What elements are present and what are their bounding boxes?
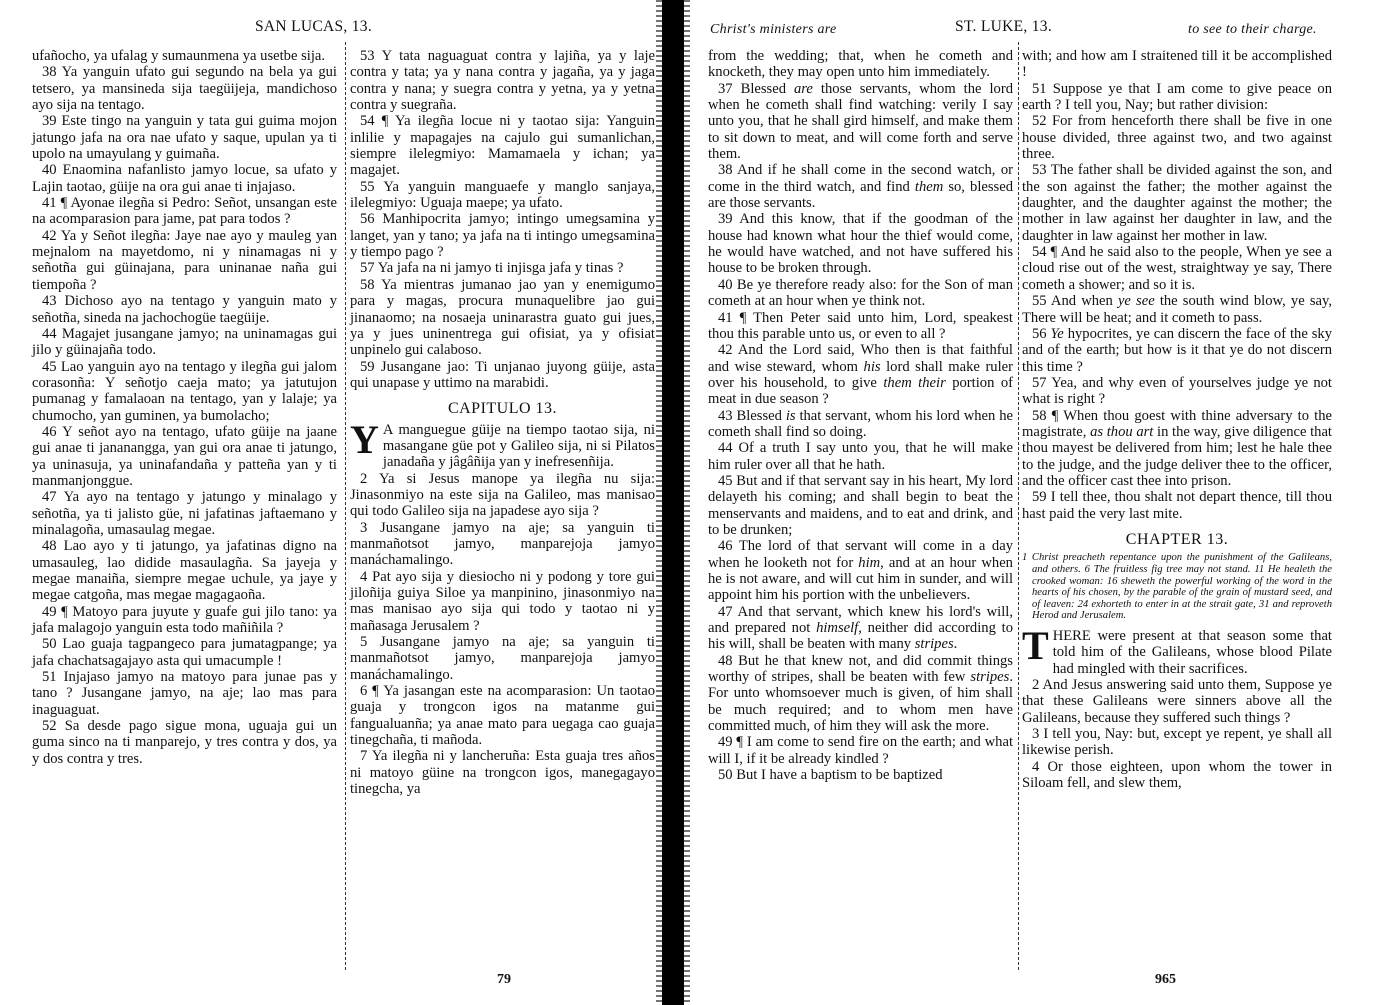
verse: 53 Y tata naguaguat contra y lajiña, ya y laje contra y tata; ya y nana contra y jagaña, ya y jaga contra y nana; y suegra contra y yetna, ya y yetna contra y suegraña. [350, 48, 655, 114]
verse: 47 And that servant, which knew his lord's will, and prepared not himself, neither did according to his will, shall be beaten with many stripes. [708, 603, 1013, 653]
verse: 51 Injajaso jamyo na matoyo para junae pas y tano ? Jusangane jamyo, na aje; lao mas para inaguaguat. [32, 669, 337, 718]
verse: 44 Magajet jusangane jamyo; na uninamagas gui jilo y güinajaña todo. [32, 325, 337, 359]
verse: 39 Este tingo na yanguin y tata gui guima mojon jatungo jafa na ora nae ufato y saque, upulan ya ti upolo na umayulang y guimaña. [32, 113, 337, 163]
verse: 50 Lao guaja tagpangeco para jumatagpange; ya jafa chachatsagajayo asta qui umacumple ! [32, 636, 337, 669]
verse: 56 Manhipocrita jamyo; intingo umegsamina y langet, yan y tano; ya jafa na ti intingo umegsamina y tiempo pago ? [350, 211, 655, 261]
verse: 56 Ye hypocrites, ye can discern the face of the sky and of the earth; but how is it that ye do not discern this time ? [1022, 325, 1332, 375]
running-head: ST. LUKE, 13. [955, 18, 1053, 35]
running-head-left: Christ's ministers are [710, 22, 837, 37]
verse: 43 Blessed is that servant, whom his lord when he cometh shall find so doing. [708, 407, 1013, 440]
verse: 40 Be ye therefore ready also: for the Son of man cometh at an hour when ye think not. [708, 276, 1013, 310]
verse: 52 Sa desde pago sigue mona, uguaja gui un guma sinco na ti manparejo, y tres contra y dos, ya y dos contra y tres. [32, 718, 337, 767]
verse: 4 Pat ayo sija y diesiocho ni y podong y tore gui jiloñija guiya Siloe ya manpinino, jinasonmiyo na mas manisao ayo sija qui todo y taotao ni y mañasaga Jerusalem ? [350, 568, 655, 634]
gutter-edge [684, 0, 690, 1005]
verse: 59 Jusangane jao: Ti unjanao juyong güije, asta qui unapase y uttimo na marabidi. [350, 358, 655, 391]
verse: 41 ¶ Then Peter said unto him, Lord, speakest thou this parable unto us, or even to all ? [708, 309, 1013, 342]
page-number: 965 [1155, 972, 1176, 987]
verse: 49 ¶ Matoyo para juyute y guafe gui jilo tano: ya jafa malagojo yanguin esta todo mañiñila ? [32, 603, 337, 637]
verse: 5 Jusangane jamyo na aje; sa yanguin ti manmañotsot jamyo, manparejoja jamyo manáchamalingo. [350, 634, 655, 683]
verse: 38 And if he shall come in the second watch, or come in the third watch, and find them so, blessed are those servants. [708, 162, 1013, 212]
chapter-heading: CHAPTER 13. [1125, 530, 1229, 548]
verse: 40 Enaomina nafanlisto jamyo locue, sa ufato y Lajin taotao, güije na ora gui anae ti injajaso. [32, 162, 337, 195]
left-column-1 [32, 48, 337, 767]
verse: 47 Ya ayo na tentago y jatungo y minalago y señotña, ya ti jalisto güe, ni jafatinas jaftaemano y minalagoña, umasaulag megae. [32, 489, 337, 538]
verse: 7 Ya ilegña ni y lancheruña: Esta guaja tres años ni matoyo güine na trongcon igos, manegagayo tinegcha, ya [350, 748, 655, 798]
verse: 48 But he that knew not, and did commit things worthy of stripes, shall be beaten with few stripes. For unto whomsoever much is given, of him shall be much required; and to whom men have committed much, of him they will ask the more. [708, 652, 1013, 735]
right-page [700, 0, 1374, 1005]
left-page [0, 0, 660, 1005]
verse: 53 The father shall be divided against the son, and the son against the father; the mother against the daughter, and the daughter against the mother; the mother in law against her daughter in law, and the daughter in law against her mother in law. [1022, 162, 1332, 244]
column-rule [345, 42, 346, 970]
chapter-opening: THERE were present at that season some that told him of the Galileans, whose blood Pilate had mingled with their sacrifices. [1022, 622, 1332, 677]
verse: 57 Yea, and why even of yourselves judge ye not what is right ? [1022, 374, 1332, 408]
verse: 42 And the Lord said, Who then is that faithful and wise steward, whom his lord shall make ruler over his household, to give them their portion of meat in due season ? [708, 342, 1013, 408]
right-column-1 [708, 48, 1013, 783]
verse: with; and how am I straitened till it be accomplished ! [1022, 48, 1332, 81]
verse: 37 Blessed are those servants, whom the lord when he cometh shall find watching: verily I say unto you, that he shall gird himself, and make them to sit down to meat, and will come forth and serve them. [708, 80, 1014, 163]
verse: 58 ¶ When thou goest with thine adversary to the magistrate, as thou art in the way, give diligence that thou mayest be delivered from him; lest he hale thee to the judge, and the judge deliver thee to the officer, and the officer cast thee into prison. [1022, 407, 1332, 489]
verse: 54 ¶ Ya ilegña locue ni y taotao sija: Yanguin inlilie y mapagajes na cajulo gui sumanlichan, siempre ilelegmiyo: Mamamaela y ichan; ya magajet. [350, 113, 655, 179]
verse: 51 Suppose ye that I am come to give peace on earth ? I tell you, Nay; but rather division: [1022, 80, 1332, 114]
running-head-right: to see to their charge. [1188, 22, 1317, 37]
verse: 52 For from henceforth there shall be five in one house divided, three against two, and two against three. [1022, 113, 1332, 163]
verse: 42 Ya y Señot ilegña: Jaye nae ayo y mauleg yan mejnalom na mayetdomo, ni y ninamagas ni y señotña gui güinajana, para uninanae naña gui tiempoña ? [32, 227, 337, 293]
verse: 46 Y señot ayo na tentago, ufato güije na jaane gui anae ti jananangga, yan gui ora anae ti jatungo, ya uninasuja, ya uninafandaña y patteña yan y ti manmanjonggue. [32, 423, 337, 489]
verse: 2 Ya si Jesus manope ya ilegña nu sija: Jinasonmiyo na este sija na Galileo, mas manisao qui todo Galileo sija na japadese ayo sija ? [350, 470, 655, 520]
drop-cap: T [1022, 622, 1049, 668]
verse: 58 Ya mientras jumanao jao yan y enemigumo para y magas, procura munaquelibre jao gui jinanaomo; na nosaeja uninarastra guato gui jues, ya y jues uninentrega gui ofisiat, ya y ofisiat unpinelo gui calaboso. [350, 276, 655, 359]
verse: 3 Jusangane jamyo na aje; sa yanguin ti manmañotsot jamyo, manparejoja jamyo manáchamalingo. [350, 519, 655, 569]
verse: 6 ¶ Ya jasangan este na acomparasion: Un taotao guaja y trongcon igos na matanme gui fangualuanña; ya anae mato para uegaga cao guaja tinegchaña, ti mañoda. [350, 683, 655, 749]
verse: 45 But and if that servant say in his heart, My lord delayeth his coming; and shall begin to beat the menservants and maidens, and to eat and drink, and to be drunken; [708, 472, 1013, 538]
verse: 55 And when ye see the south wind blow, ye say, There will be heat; and it cometh to pass. [1022, 293, 1332, 326]
verse: 2 And Jesus answering said unto them, Suppose ye that these Galileans were sinners above all the Galileans, because they suffered such things ? [1022, 676, 1332, 726]
verse: 43 Dichoso ayo na tentago y yanguin mato y señotña, sineda na jachochogüe taegüije. [32, 293, 337, 326]
verse: ufañocho, ya ufalag y sumaunmena ya usetbe sija. [32, 48, 325, 64]
page-number: 79 [497, 972, 511, 987]
column-rule [1018, 42, 1019, 970]
verse: 3 I tell you, Nay: but, except ye repent, ye shall all likewise perish. [1022, 725, 1332, 759]
right-column-2 [1022, 48, 1332, 791]
verse: 4 Or those eighteen, upon whom the tower in Siloam fell, and slew them, [1022, 758, 1332, 791]
verse: 49 ¶ I am come to send fire on the earth; and what will I, if it be already kindled ? [708, 734, 1013, 767]
verse: from the wedding; that, when he cometh and knocketh, they may open unto him immediately. [708, 48, 1013, 81]
chapter-opening: Y A manguegue güije na tiempo taotao sija, ni masangane güe pot y Galileo sija, ni si Pilatos janadaña y jâgâñija yan y inefresenñija. [350, 416, 655, 471]
verse: 44 Of a truth I say unto you, that he will make him ruler over all that he hath. [708, 440, 1013, 473]
verse: 38 Ya yanguin ufato gui segundo na bela ya gui tetsero, ya mansineda sija taegüijeja, mandichoso ayo sija na tentago. [32, 64, 337, 114]
verse: 55 Ya yanguin manguaefe y manglo sanjaya, ilelegmiyo: Uguaja maepe; ya ufato. [350, 178, 655, 212]
drop-cap: Y [350, 416, 379, 462]
verse: 39 And this know, that if the goodman of the house had known what hour the thief would come, he would have watched, and not have suffered his house to be broken through. [708, 211, 1013, 277]
verse: 57 Ya jafa na ni jamyo ti injisga jafa y tinas ? [360, 260, 624, 277]
verse: 45 Lao yanguin ayo na tentago y ilegña gui jalom corasonña: Y señotjo caeja mato; ya jatutujon pumanag y famalaoan na tentago, yan y lalaje; ya chumocho, yan guminen, ya bumolacho; [32, 358, 337, 424]
left-column-2 [350, 48, 655, 797]
verse: 48 Lao ayo y ti jatungo, ya jafatinas digno na umasauleg, lao didide masaulagña. Sa jayeja y megae manaiña, siempre megae uchule, ya jaye y megae catgoña, mas megae magagaoña. [32, 538, 337, 604]
chapter-summary: 1 Christ preacheth repentance upon the punishment of the Galileans, and others. 6 The fruitless fig tree may not stand. 11 He healeth the crooked woman: 16 sheweth the powerful working of the word in the hearts of his chosen, by the parable of the grain of mustard seed, and of leaven: 24 exhorteth to enter in at the strait gate, 31 and reproveth Herod and Jerusalem. [1022, 552, 1332, 622]
running-head: SAN LUCAS, 13. [255, 18, 373, 35]
verse: 41 ¶ Ayonae ilegña si Pedro: Señot, unsangan este na acomparasion para jame, pat para todos ? [32, 195, 337, 228]
book-gutter [662, 0, 684, 1005]
chapter-heading: CAPITULO 13. [447, 400, 558, 418]
verse: 50 But I have a baptism to be baptized [718, 767, 943, 784]
verse: 46 The lord of that servant will come in a day when he looketh not for him, and at an hour when he is not aware, and will cut him in sunder, and will appoint him his portion with the unbelievers. [708, 538, 1013, 604]
verse: 54 ¶ And he said also to the people, When ye see a cloud rise out of the west, straightway ye say, There cometh a shower; and so it is. [1022, 244, 1332, 293]
verse: 59 I tell thee, thou shalt not depart thence, till thou hast paid the very last mite. [1022, 489, 1332, 522]
